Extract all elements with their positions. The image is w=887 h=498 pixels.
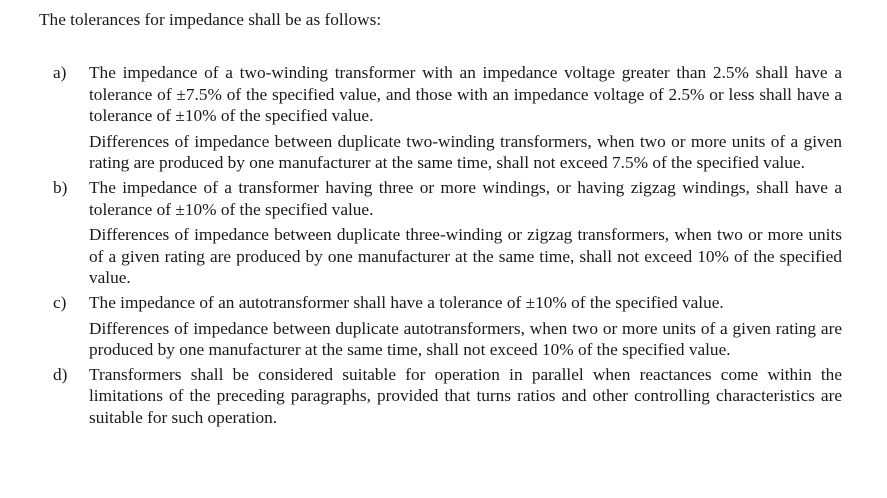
- list-item-d: [53, 364, 842, 429]
- item-paragraph: The impedance of a transformer having three or more windings, or having zigzag windings, shall have a tolerance of ±10% of the specified value.: [89, 177, 842, 219]
- item-paragraph: The impedance of a two-winding transformer with an impedance voltage greater than 2.5% shall have a tolerance of ±7.5% of the specified value, and those with an impedance voltage of 2.5% or less shall have a tolerance of ±10% of the specified value.: [89, 63, 842, 126]
- item-paragraph: The impedance of an autotransformer shall have a tolerance of ±10% of the specified value.: [89, 292, 724, 312]
- item-paragraph: Transformers shall be considered suitable for operation in parallel when reactances come within the limitations of the preceding paragraphs, provided that turns ratios and other controlling characteristics are suitable for such operation.: [89, 364, 842, 427]
- item-body: [89, 62, 842, 174]
- item-marker: c): [53, 292, 67, 312]
- item-body: [89, 177, 842, 289]
- list-item-b: [53, 177, 842, 289]
- item-marker: b): [53, 177, 68, 197]
- intro-text: The tolerances for impedance shall be as follows:: [39, 10, 382, 29]
- list-item-a: [53, 62, 842, 174]
- item-body: [89, 292, 842, 361]
- tolerance-list: [53, 62, 842, 429]
- item-body: [89, 364, 842, 429]
- item-marker: d): [53, 364, 68, 384]
- item-marker: a): [53, 63, 67, 82]
- list-item-c: [53, 292, 842, 361]
- item-paragraph: Differences of impedance between duplicate three-winding or zigzag transformers, when two or more units of a given rating are produced by one manufacturer at the same time, shall not exceed 10% of the specified value.: [89, 225, 842, 288]
- item-paragraph: Differences of impedance between duplicate autotransformers, when two or more units of a given rating are produced by one manufacturer at the same time, shall not exceed 10% of the specified value.: [89, 318, 842, 360]
- item-paragraph: Differences of impedance between duplicate two-winding transformers, when two or more units of a given rating are produced by one manufacturer at the same time, shall not exceed 7.5% of the specified value.: [89, 131, 842, 173]
